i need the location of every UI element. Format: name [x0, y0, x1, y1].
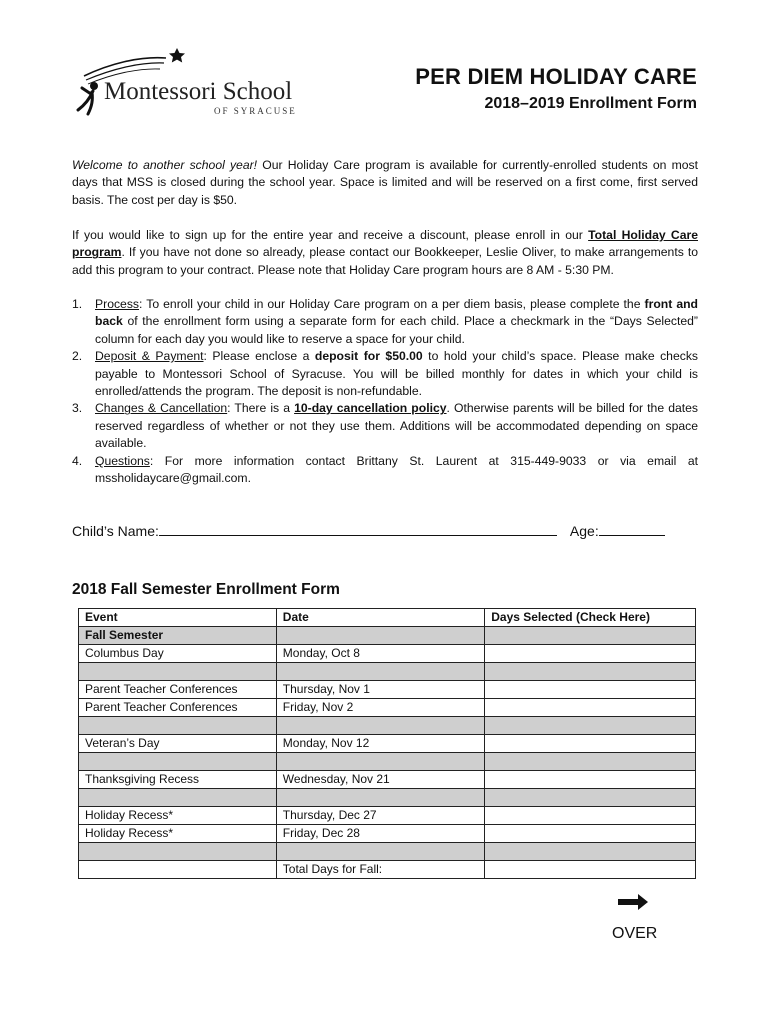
item-emphasis: 10-day cancellation policy — [294, 401, 447, 416]
table-row — [79, 825, 696, 843]
list-item — [72, 400, 698, 452]
event-cell: Veteran’s Day — [79, 735, 277, 753]
item-number: 2. — [72, 349, 83, 364]
table-spacer-row — [79, 663, 696, 681]
right-arrow-icon — [618, 894, 648, 910]
item-label: Changes & Cancellation — [95, 401, 228, 416]
item-label: Questions — [95, 453, 150, 468]
date-cell: Monday, Oct 8 — [276, 645, 484, 663]
table-spacer-row — [79, 789, 696, 807]
column-header-event: Event — [79, 609, 277, 627]
check-cell — [485, 627, 696, 645]
item-label: Deposit & Payment — [95, 349, 204, 364]
table-row — [79, 627, 696, 645]
section-title: 2018 Fall Semester Enrollment Form — [72, 581, 340, 598]
semester-label: Fall Semester — [79, 627, 277, 645]
column-header-days-selected: Days Selected (Check Here) — [485, 609, 696, 627]
item-number: 3. — [72, 401, 83, 416]
date-cell: Monday, Nov 12 — [276, 735, 484, 753]
event-cell: Parent Teacher Conferences — [79, 681, 277, 699]
item-text: : Please enclose a — [203, 349, 315, 364]
total-care-text-a: If you would like to sign up for the entire year and receive a discount, please enroll in our — [72, 228, 589, 242]
date-cell: Friday, Nov 2 — [276, 699, 484, 717]
table-row — [79, 645, 696, 663]
item-emphasis: deposit for $50.00 — [314, 349, 423, 364]
check-cell[interactable] — [485, 807, 696, 825]
total-days-label: Total Days for Fall: — [276, 861, 484, 879]
logo-school-name: Montessori School — [104, 78, 293, 105]
table-row — [79, 681, 696, 699]
list-item — [72, 296, 698, 348]
table-row — [79, 807, 696, 825]
check-cell[interactable] — [485, 771, 696, 789]
item-text-rest: . Otherwise parents will be billed for the dates reserved regardless of whether or not they use them. Additions will be accommodated depending on space available. — [95, 401, 699, 451]
table-row — [79, 699, 696, 717]
table-row — [79, 735, 696, 753]
check-cell[interactable] — [485, 825, 696, 843]
check-cell[interactable] — [485, 645, 696, 663]
item-text: : To enroll your child in our Holiday Care program on a per diem basis, please complete the — [139, 297, 645, 311]
item-number: 4. — [72, 453, 83, 468]
event-cell: Thanksgiving Recess — [79, 771, 277, 789]
date-cell: Thursday, Dec 27 — [276, 807, 484, 825]
column-header-date: Date — [276, 609, 484, 627]
age-label: Age: — [569, 523, 599, 539]
page-title: PER DIEM HOLIDAY CARE — [415, 64, 697, 89]
instructions-list — [72, 296, 698, 487]
event-cell — [79, 861, 277, 879]
intro-paragraph — [72, 157, 698, 209]
child-name-field[interactable] — [159, 521, 557, 536]
event-cell: Columbus Day — [79, 645, 277, 663]
date-cell: Friday, Dec 28 — [276, 825, 484, 843]
list-item — [72, 348, 698, 400]
table-spacer-row — [79, 753, 696, 771]
enrollment-table — [78, 608, 696, 879]
check-cell[interactable] — [485, 735, 696, 753]
item-text-rest: to hold your child’s space. Please make checks payable to Montessori School of Syracuse. You will be billed monthly for dates in which your child is enrolled/attends the program. The deposit is non-refundable. — [95, 349, 699, 399]
intro-text: Our Holiday Care program is available for currently-enrolled students on most days that MSS is closed during the school year. Space is limited and will be reserved on a first come, first served basis. The cost per day is $50. — [72, 158, 698, 207]
table-header-row — [79, 609, 696, 627]
table-spacer-row — [79, 843, 696, 861]
welcome-text: Welcome to another school year! — [72, 158, 258, 172]
table-total-row — [79, 861, 696, 879]
child-name-label: Child’s Name: — [72, 523, 159, 539]
total-care-program-link[interactable]: Total Holiday Care program — [72, 228, 698, 260]
item-text: : For more information contact Brittany St. Laurent at 315-449-9033 or via email at mssholidaycare@gmail.com. — [95, 453, 698, 486]
total-days-field[interactable] — [485, 861, 696, 879]
age-field[interactable] — [599, 521, 665, 536]
school-logo — [64, 42, 304, 122]
event-cell: Holiday Recess* — [79, 807, 277, 825]
check-cell[interactable] — [485, 681, 696, 699]
table-row — [79, 771, 696, 789]
item-text-rest: of the enrollment form using a separate form for each child. Place a checkmark in the “Days Selected” column for each day you would like to reserve a space for your child. — [95, 314, 698, 346]
event-cell: Parent Teacher Conferences — [79, 699, 277, 717]
total-care-paragraph — [72, 227, 698, 279]
table-spacer-row — [79, 717, 696, 735]
item-number: 1. — [72, 297, 83, 311]
item-emphasis: front and back — [95, 297, 698, 329]
event-cell: Holiday Recess* — [79, 825, 277, 843]
check-cell[interactable] — [485, 699, 696, 717]
item-text: : There is a — [227, 401, 295, 416]
date-cell: Wednesday, Nov 21 — [276, 771, 484, 789]
item-label: Process — [95, 297, 140, 311]
total-care-text-b: . If you have not done so already, please contact our Bookkeeper, Leslie Oliver, to make arrangements to add this program to your contract. Please note that Holiday Care program hours are 8 AM - 5:30 PM. — [72, 245, 698, 277]
date-cell: Thursday, Nov 1 — [276, 681, 484, 699]
list-item — [72, 453, 698, 488]
child-info-line — [72, 521, 665, 539]
page-subtitle: 2018–2019 Enrollment Form — [484, 95, 697, 112]
over-label: OVER — [612, 925, 658, 942]
logo-school-location: OF SYRACUSE — [214, 106, 297, 116]
date-cell — [276, 627, 484, 645]
